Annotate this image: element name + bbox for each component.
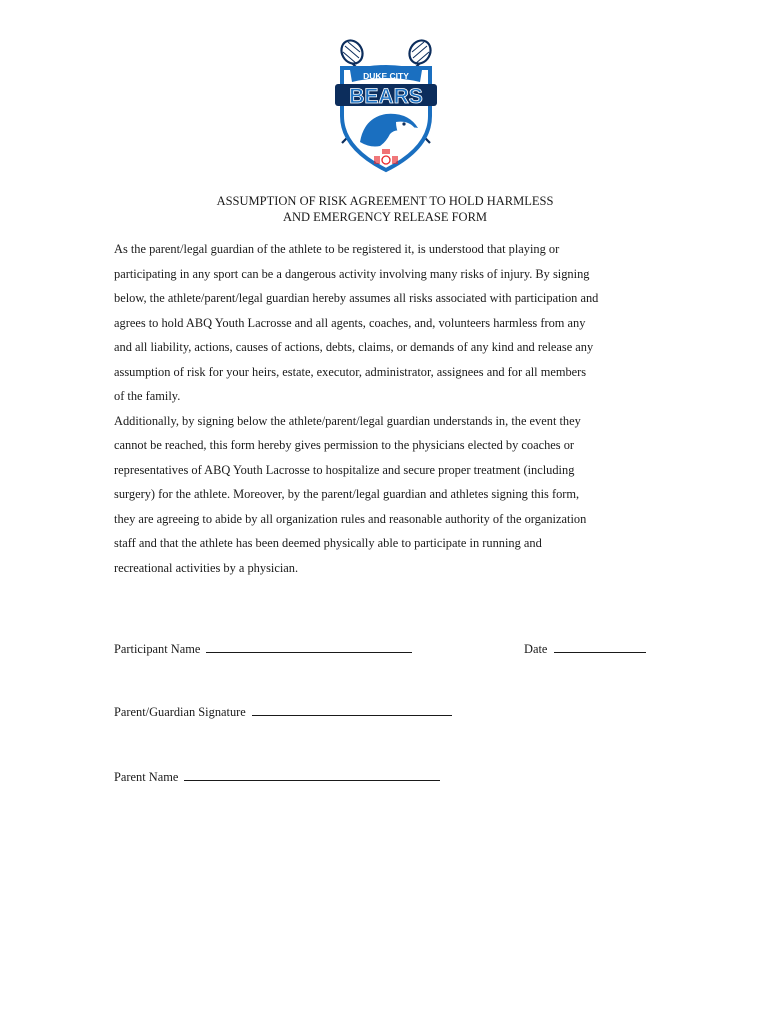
- agreement-body: [114, 237, 664, 580]
- text-line: representatives of ABQ Youth Lacrosse to hospitalize and secure proper treatment (including: [114, 462, 575, 477]
- date-line[interactable]: [554, 642, 646, 653]
- text-line: surgery) for the athlete. Moreover, by the parent/legal guardian and athletes signing this form,: [114, 487, 580, 501]
- duke-city-bears-logo: [330, 38, 442, 178]
- text-line: Additionally, by signing below the athlete/parent/legal guardian understands in, the event they: [114, 413, 581, 428]
- text-line: As the parent/legal guardian of the athlete to be registered it, is understood that playing or: [114, 242, 560, 256]
- logo-text-bears: BEARS: [349, 85, 423, 108]
- form-title-line-1: ASSUMPTION OF RISK AGREEMENT TO HOLD HARMLESS: [216, 194, 554, 208]
- text-line: and all liability, actions, causes of actions, debts, claims, or demands of any kind and release any: [114, 340, 594, 354]
- parent-name-label: Parent Name: [114, 770, 179, 784]
- participant-name-line[interactable]: [206, 642, 412, 653]
- guardian-signature-line[interactable]: [252, 705, 452, 716]
- paragraph-emergency-release: [114, 409, 664, 581]
- participant-name-label: Participant Name: [114, 642, 201, 656]
- text-line: of the family.: [114, 389, 181, 403]
- text-line: staff and that the athlete has been deemed physically able to participate in running and: [114, 536, 542, 550]
- text-line: recreational activities by a physician.: [114, 560, 299, 575]
- form-title-line-2: AND EMERGENCY RELEASE FORM: [282, 210, 488, 224]
- text-line: cannot be reached, this form hereby gives permission to the physicians elected by coaches or: [114, 438, 575, 452]
- paragraph-assumption-of-risk: [114, 237, 664, 409]
- guardian-signature-field[interactable]: [114, 705, 452, 720]
- guardian-signature-label: Parent/Guardian Signature: [114, 705, 246, 719]
- logo-text-duke-city: DUKE CITY: [363, 71, 409, 81]
- text-line: agrees to hold ABQ Youth Lacrosse and all agents, coaches, and, volunteers harmless from any: [114, 315, 586, 330]
- text-line: participating in any sport can be a dangerous activity involving many risks of injury. By signing: [114, 266, 590, 281]
- text-line: they are agreeing to abide by all organization rules and reasonable authority of the organization: [114, 511, 587, 526]
- text-line: assumption of risk for your heirs, estate, executor, administrator, assignees and for all members: [114, 364, 587, 379]
- parent-name-line[interactable]: [184, 770, 440, 781]
- date-field[interactable]: [524, 642, 646, 657]
- date-label: Date: [524, 642, 548, 656]
- text-line: below, the athlete/parent/legal guardian hereby assumes all risks associated with participation and: [114, 291, 599, 305]
- parent-name-field[interactable]: [114, 770, 440, 785]
- participant-name-field[interactable]: [114, 642, 412, 657]
